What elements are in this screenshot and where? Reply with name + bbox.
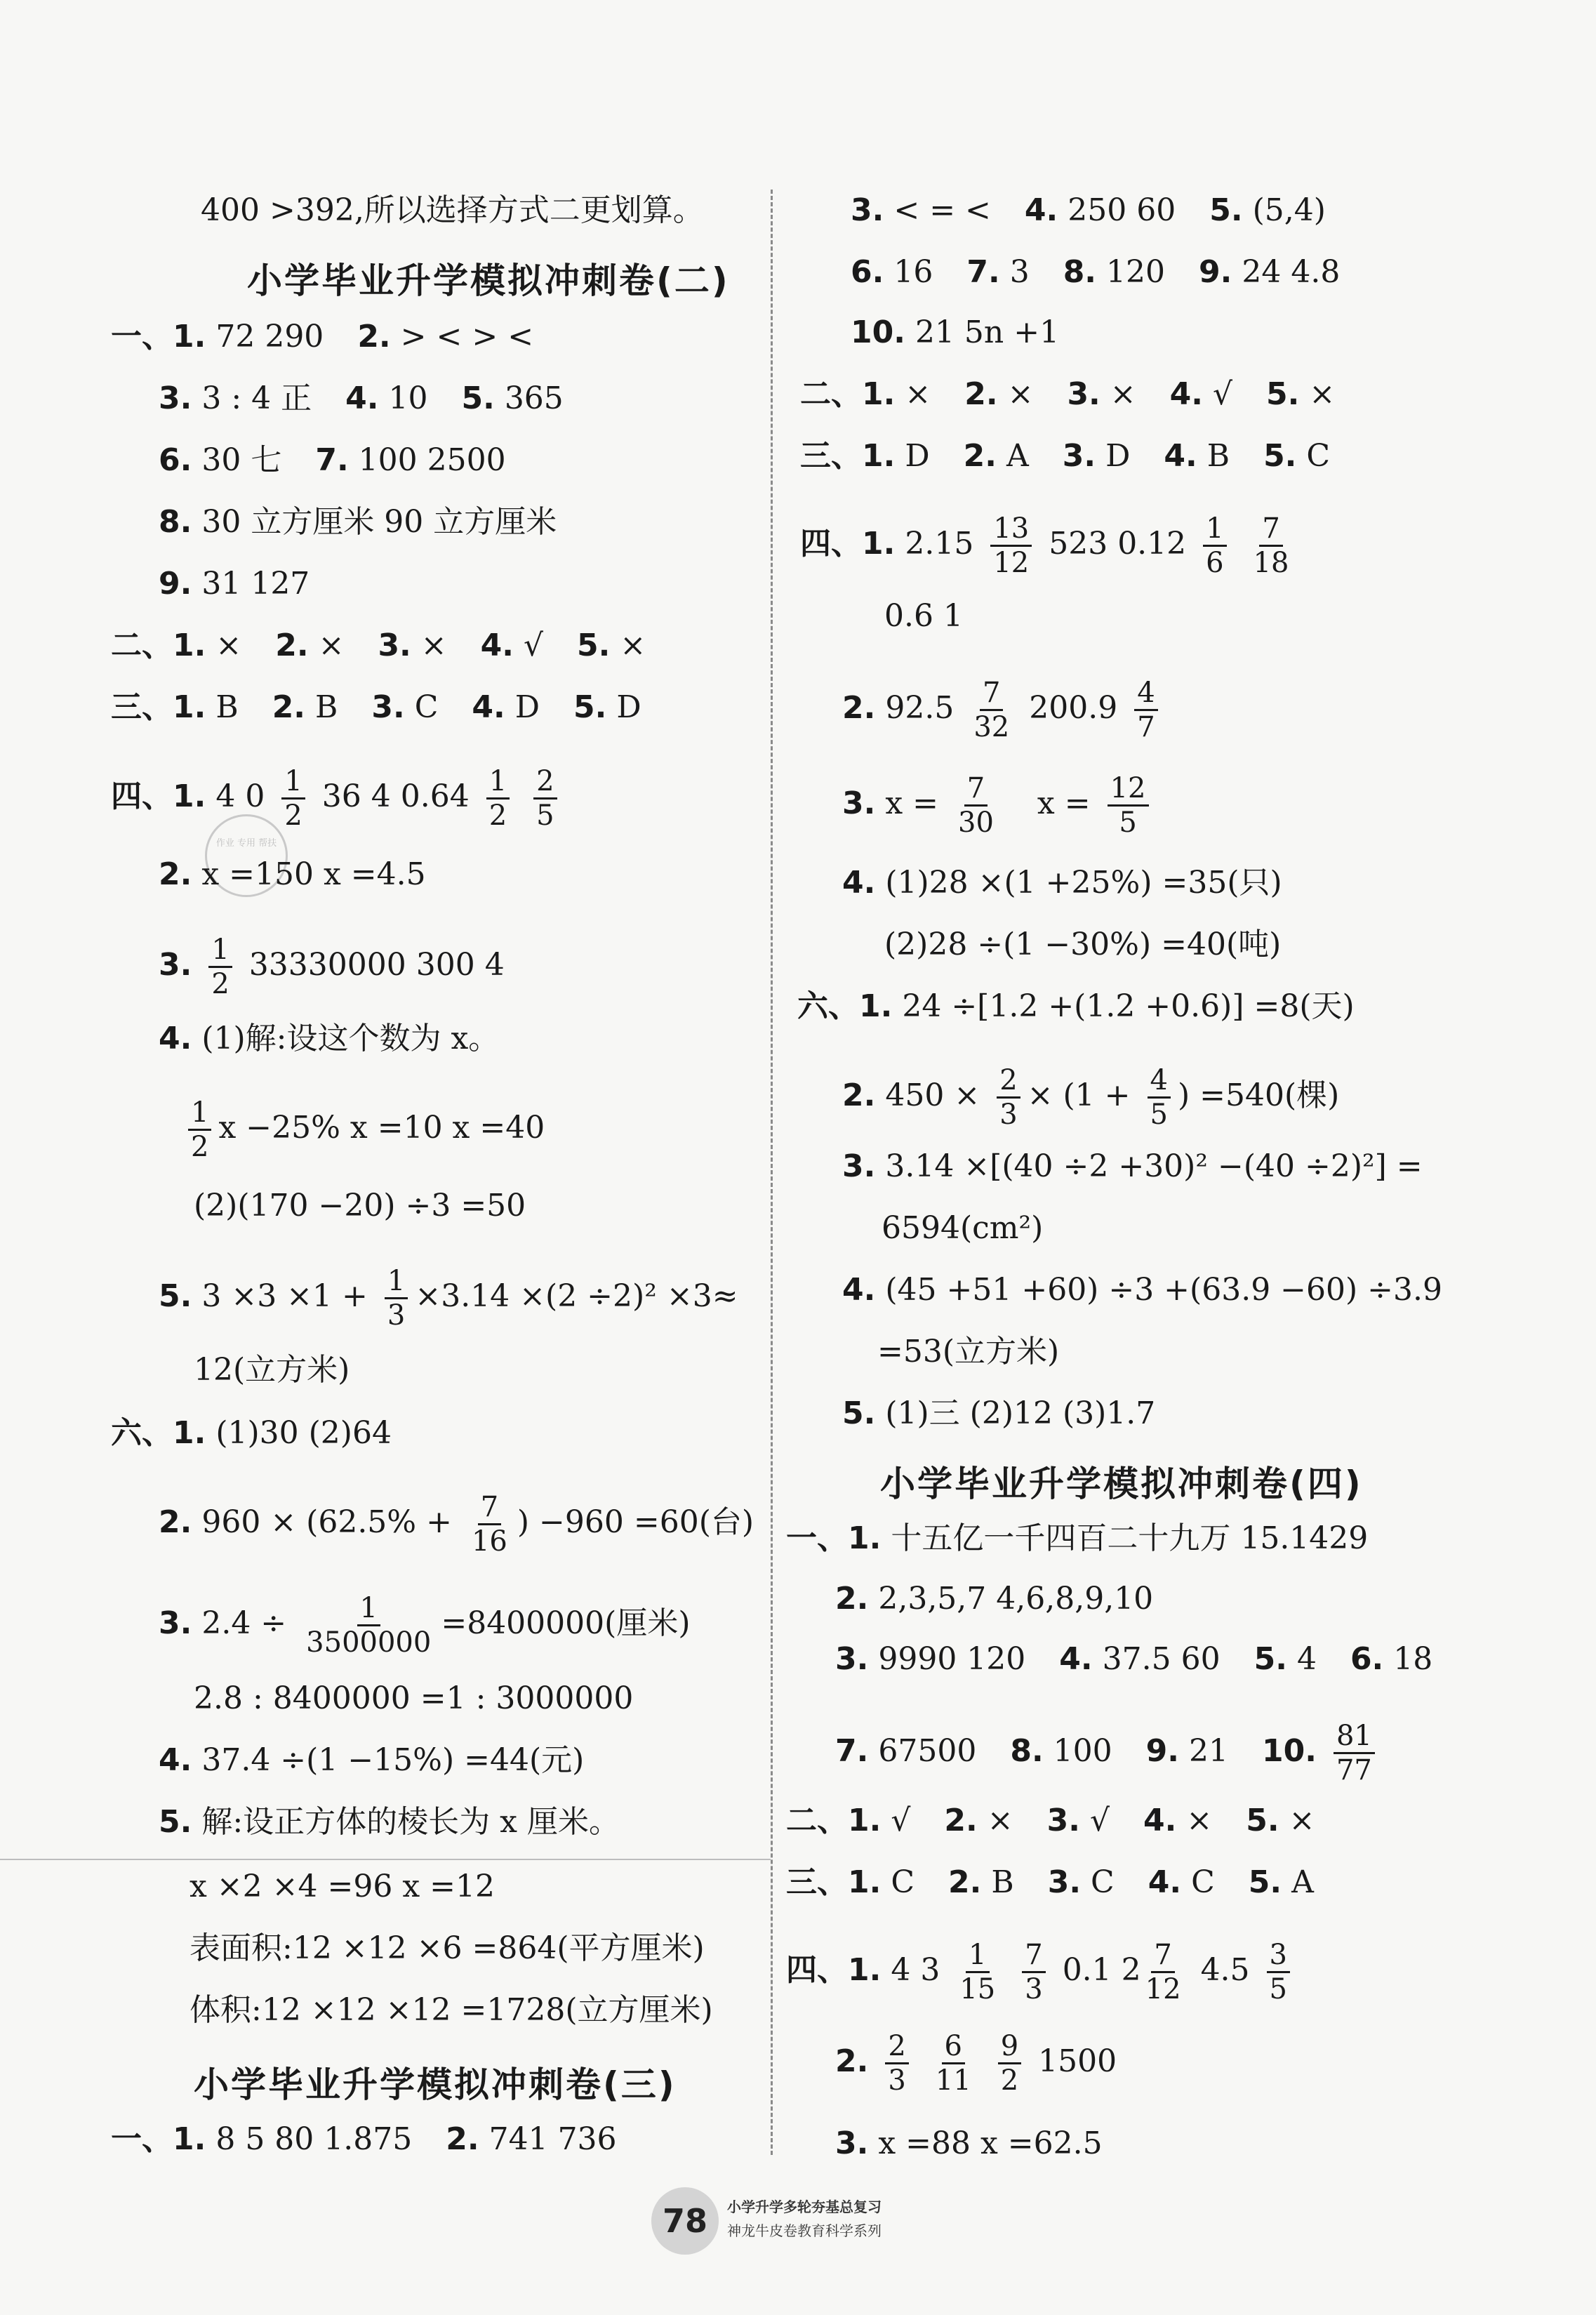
answer-row: (2)(170 −20) ÷3 =50 — [194, 1188, 526, 1223]
answer-row: 二、1. √ 2. × 3. √ 4. × 5. × — [786, 1803, 1315, 1838]
answer-row: 3. $\frac{1}{2}$ 33330000 300 4 — [159, 934, 505, 1000]
q-num: 三、1. — [111, 689, 206, 725]
fraction: $\frac{1}{2}$ — [188, 1096, 211, 1163]
answer-row: 3. x =88 x =62.5 — [835, 2125, 1103, 2161]
answer-row: 六、1. (1)30 (2)64 — [111, 1415, 392, 1451]
fraction: $\frac{12}{5}$ — [1108, 772, 1149, 839]
answer: 10 — [388, 380, 428, 416]
answer-row: 4. (45 +51 +60) ÷3 +(63.9 −60) ÷3.9 — [842, 1272, 1443, 1308]
answer: 72 290 — [215, 319, 324, 354]
left-column — [0, 0, 772, 2315]
answer-row: 四、1. 4 3 $\frac{1}{15}$ $\frac{7}{3}$ 0.1 2 $\frac{7}{12}$ 4.5 $\frac{3}{5}$ — [786, 1939, 1297, 2005]
fraction: $\frac{2}{5}$ — [533, 765, 557, 832]
answer-row — [159, 379, 564, 418]
q-num: 2. — [357, 319, 391, 354]
footer-series-line1: 小学升学多轮夯基总复习 — [727, 2198, 882, 2215]
answer-row: 一、1. 8 5 80 1.875 2. 741 736 — [111, 2121, 617, 2157]
q-num: 4. — [345, 380, 379, 416]
answer-row — [159, 503, 557, 542]
answer-row: 2.8 : 8400000 =1 : 3000000 — [194, 1680, 634, 1716]
fraction: $\frac{1}{2}$ — [208, 934, 232, 1000]
answer-row: 体积:12 ×12 ×12 =1728(立方厘米) — [189, 1992, 713, 2028]
answer-row: 4. (1)解:设这个数为 x。 — [159, 1021, 500, 1056]
answer: 31 127 — [201, 566, 310, 602]
answer-row: 4. 37.4 ÷(1 −15%) =44(元) — [159, 1742, 585, 1778]
fraction: $\frac{3}{5}$ — [1267, 1939, 1290, 2005]
fraction: $\frac{1}{3500000}$ — [306, 1592, 432, 1659]
answer: 100 2500 — [358, 442, 506, 478]
fraction: $\frac{7}{30}$ — [958, 772, 994, 839]
answer-row: x ×2 ×4 =96 x =12 — [189, 1869, 495, 1904]
q-num: 6. — [159, 442, 192, 478]
answer: 365 — [504, 380, 564, 416]
section-title-2: 小学毕业升学模拟冲刺卷(二) — [247, 260, 730, 301]
answer: > < > < — [400, 319, 534, 354]
answer-row: 2. 450 × $\frac{2}{3}$ × (1 + $\frac{4}{5}$ ) =540(棵) — [842, 1064, 1340, 1131]
answer-row: 表面积:12 ×12 ×6 =864(平方厘米) — [189, 1930, 705, 1966]
fraction: $\frac{7}{3}$ — [1022, 1939, 1045, 2005]
fraction: $\frac{6}{11}$ — [935, 2030, 971, 2097]
answer-row: 三、1. D 2. A 3. D 4. B 5. C — [800, 438, 1331, 474]
fraction: $\frac{7}{32}$ — [973, 677, 1010, 743]
fraction: $\frac{1}{2}$ — [486, 765, 510, 832]
answer-row: 12(立方米) — [194, 1352, 350, 1388]
section-title-4: 小学毕业升学模拟冲刺卷(四) — [880, 1464, 1363, 1504]
answer-row: 6. 16 7. 3 8. 120 9. 24 4.8 — [851, 254, 1341, 290]
answer-row: 6594(cm²) — [882, 1210, 1044, 1246]
answer-row: 3. 9990 120 4. 37.5 60 5. 4 6. 18 — [835, 1641, 1433, 1677]
answer: 30 七 — [201, 442, 282, 478]
answer-row: 一、1. 十五亿一千四百二十九万 15.1429 — [786, 1520, 1369, 1556]
fraction: $\frac{1}{6}$ — [1203, 512, 1226, 579]
answer-row: 2. 960 × (62.5% + $\frac{7}{16}$ ) −960 =60(台) — [159, 1491, 754, 1558]
fraction: $\frac{4}{5}$ — [1148, 1064, 1171, 1131]
fraction: $\frac{9}{2}$ — [998, 2030, 1021, 2097]
q-num: 3. — [159, 380, 192, 416]
q-num: 二、1. — [111, 628, 206, 663]
q-num: 一、1. — [111, 319, 206, 354]
fraction: $\frac{1}{3}$ — [385, 1265, 408, 1332]
fraction: $\frac{4}{7}$ — [1134, 677, 1157, 743]
answer: 30 立方厘米 90 立方厘米 — [201, 504, 557, 540]
q-num: 8. — [159, 504, 192, 540]
fraction: $\frac{7}{16}$ — [471, 1491, 507, 1558]
answer-row: 二、1. × 2. × 3. × 4. √ 5. × — [800, 376, 1336, 412]
answer-row: =53(立方米) — [877, 1334, 1060, 1369]
fraction: $\frac{1}{2}$ — [281, 765, 305, 832]
answer-row: 3. x = $\frac{7}{30}$ x = $\frac{12}{5}$ — [842, 772, 1156, 839]
fraction: $\frac{13}{12}$ — [990, 512, 1032, 579]
fraction: $\frac{2}{3}$ — [997, 1064, 1020, 1131]
answer-row — [159, 564, 310, 604]
answer-row: 三、1. C 2. B 3. C 4. C 5. A — [786, 1864, 1314, 1900]
answer-row: $\frac{1}{2}$ x −25% x =10 x =40 — [188, 1096, 545, 1163]
stamp-watermark: 作业 专用 帮扶 — [205, 814, 288, 897]
answer-row: 3. < = < 4. 250 60 5. (5,4) — [851, 192, 1326, 228]
answer-row: 六、1. 24 ÷[1.2 +(1.2 +0.6)] =8(天) — [797, 988, 1355, 1024]
page-number-badge: 78 — [651, 2187, 719, 2255]
answer-row: 5. (1)三 (2)12 (3)1.7 — [842, 1395, 1156, 1431]
section-title-3: 小学毕业升学模拟冲刺卷(三) — [194, 2064, 677, 2105]
answer-row: 4. (1)28 ×(1 +25%) =35(只) — [842, 865, 1282, 901]
left-line-0: 400 >392,所以选择方式二更划算。 — [201, 192, 704, 228]
page-rule — [0, 1859, 771, 1860]
answer: 3 : 4 正 — [201, 380, 312, 416]
answer-row — [159, 441, 506, 480]
right-column — [772, 0, 1596, 2315]
answer-row: 四、1. 2.15 $\frac{13}{12}$ 523 0.12 $\frac{1}{6}$ $\frac{7}{18}$ — [800, 512, 1299, 579]
fraction: $\frac{1}{15}$ — [959, 1939, 996, 2005]
answer-row: 四、1. 4 0 $\frac{1}{2}$ 36 4 0.64 $\frac{1}{2}$ $\frac{2}{5}$ — [111, 765, 564, 832]
answer-row: 0.6 1 — [884, 598, 963, 634]
answer-row: 3. 3.14 ×[(40 ÷2 +30)² −(40 ÷2)²] = — [842, 1148, 1423, 1184]
answer-row: 2. x =150 x =4.5 — [159, 856, 426, 892]
answer-row: 三、1. B 2. B 3. C 4. D 5. D — [111, 689, 641, 725]
footer-series-line2: 神龙牛皮卷教育科学系列 — [727, 2222, 882, 2239]
fraction: $\frac{2}{3}$ — [885, 2030, 908, 2097]
answer-row: 10. 21 5n +1 — [851, 314, 1060, 350]
q-num: 9. — [159, 566, 192, 602]
answer-row: 5. 3 ×3 ×1 + $\frac{1}{3}$ ×3.14 ×(2 ÷2)² ×3≈ — [159, 1265, 738, 1332]
answer-row: 二、1. × 2. × 3. × 4. √ 5. × — [111, 628, 646, 663]
answer-row: 7. 67500 8. 100 9. 21 10. $\frac{81}{77}$ — [835, 1720, 1382, 1786]
fraction: $\frac{81}{77}$ — [1334, 1720, 1375, 1786]
q-num: 7. — [315, 442, 349, 478]
answer-row: (2)28 ÷(1 −30%) =40(吨) — [884, 927, 1282, 962]
fraction: $\frac{7}{12}$ — [1145, 1939, 1181, 2005]
answer-row: 2. 2,3,5,7 4,6,8,9,10 — [835, 1581, 1154, 1617]
answer-row: 5. 解:设正方体的棱长为 x 厘米。 — [159, 1804, 620, 1840]
answer-row — [111, 317, 533, 357]
answer-row: 3. 2.4 ÷ $\frac{1}{3500000}$ =8400000(厘米) — [159, 1592, 691, 1659]
answer-row: 2. $\frac{2}{3}$ $\frac{6}{11}$ $\frac{9}{2}$ 1500 — [835, 2030, 1117, 2097]
answer-row: 2. 92.5 $\frac{7}{32}$ 200.9 $\frac{4}{7}$ — [842, 677, 1165, 743]
q-num: 5. — [461, 380, 495, 416]
fraction: $\frac{7}{18}$ — [1253, 512, 1289, 579]
